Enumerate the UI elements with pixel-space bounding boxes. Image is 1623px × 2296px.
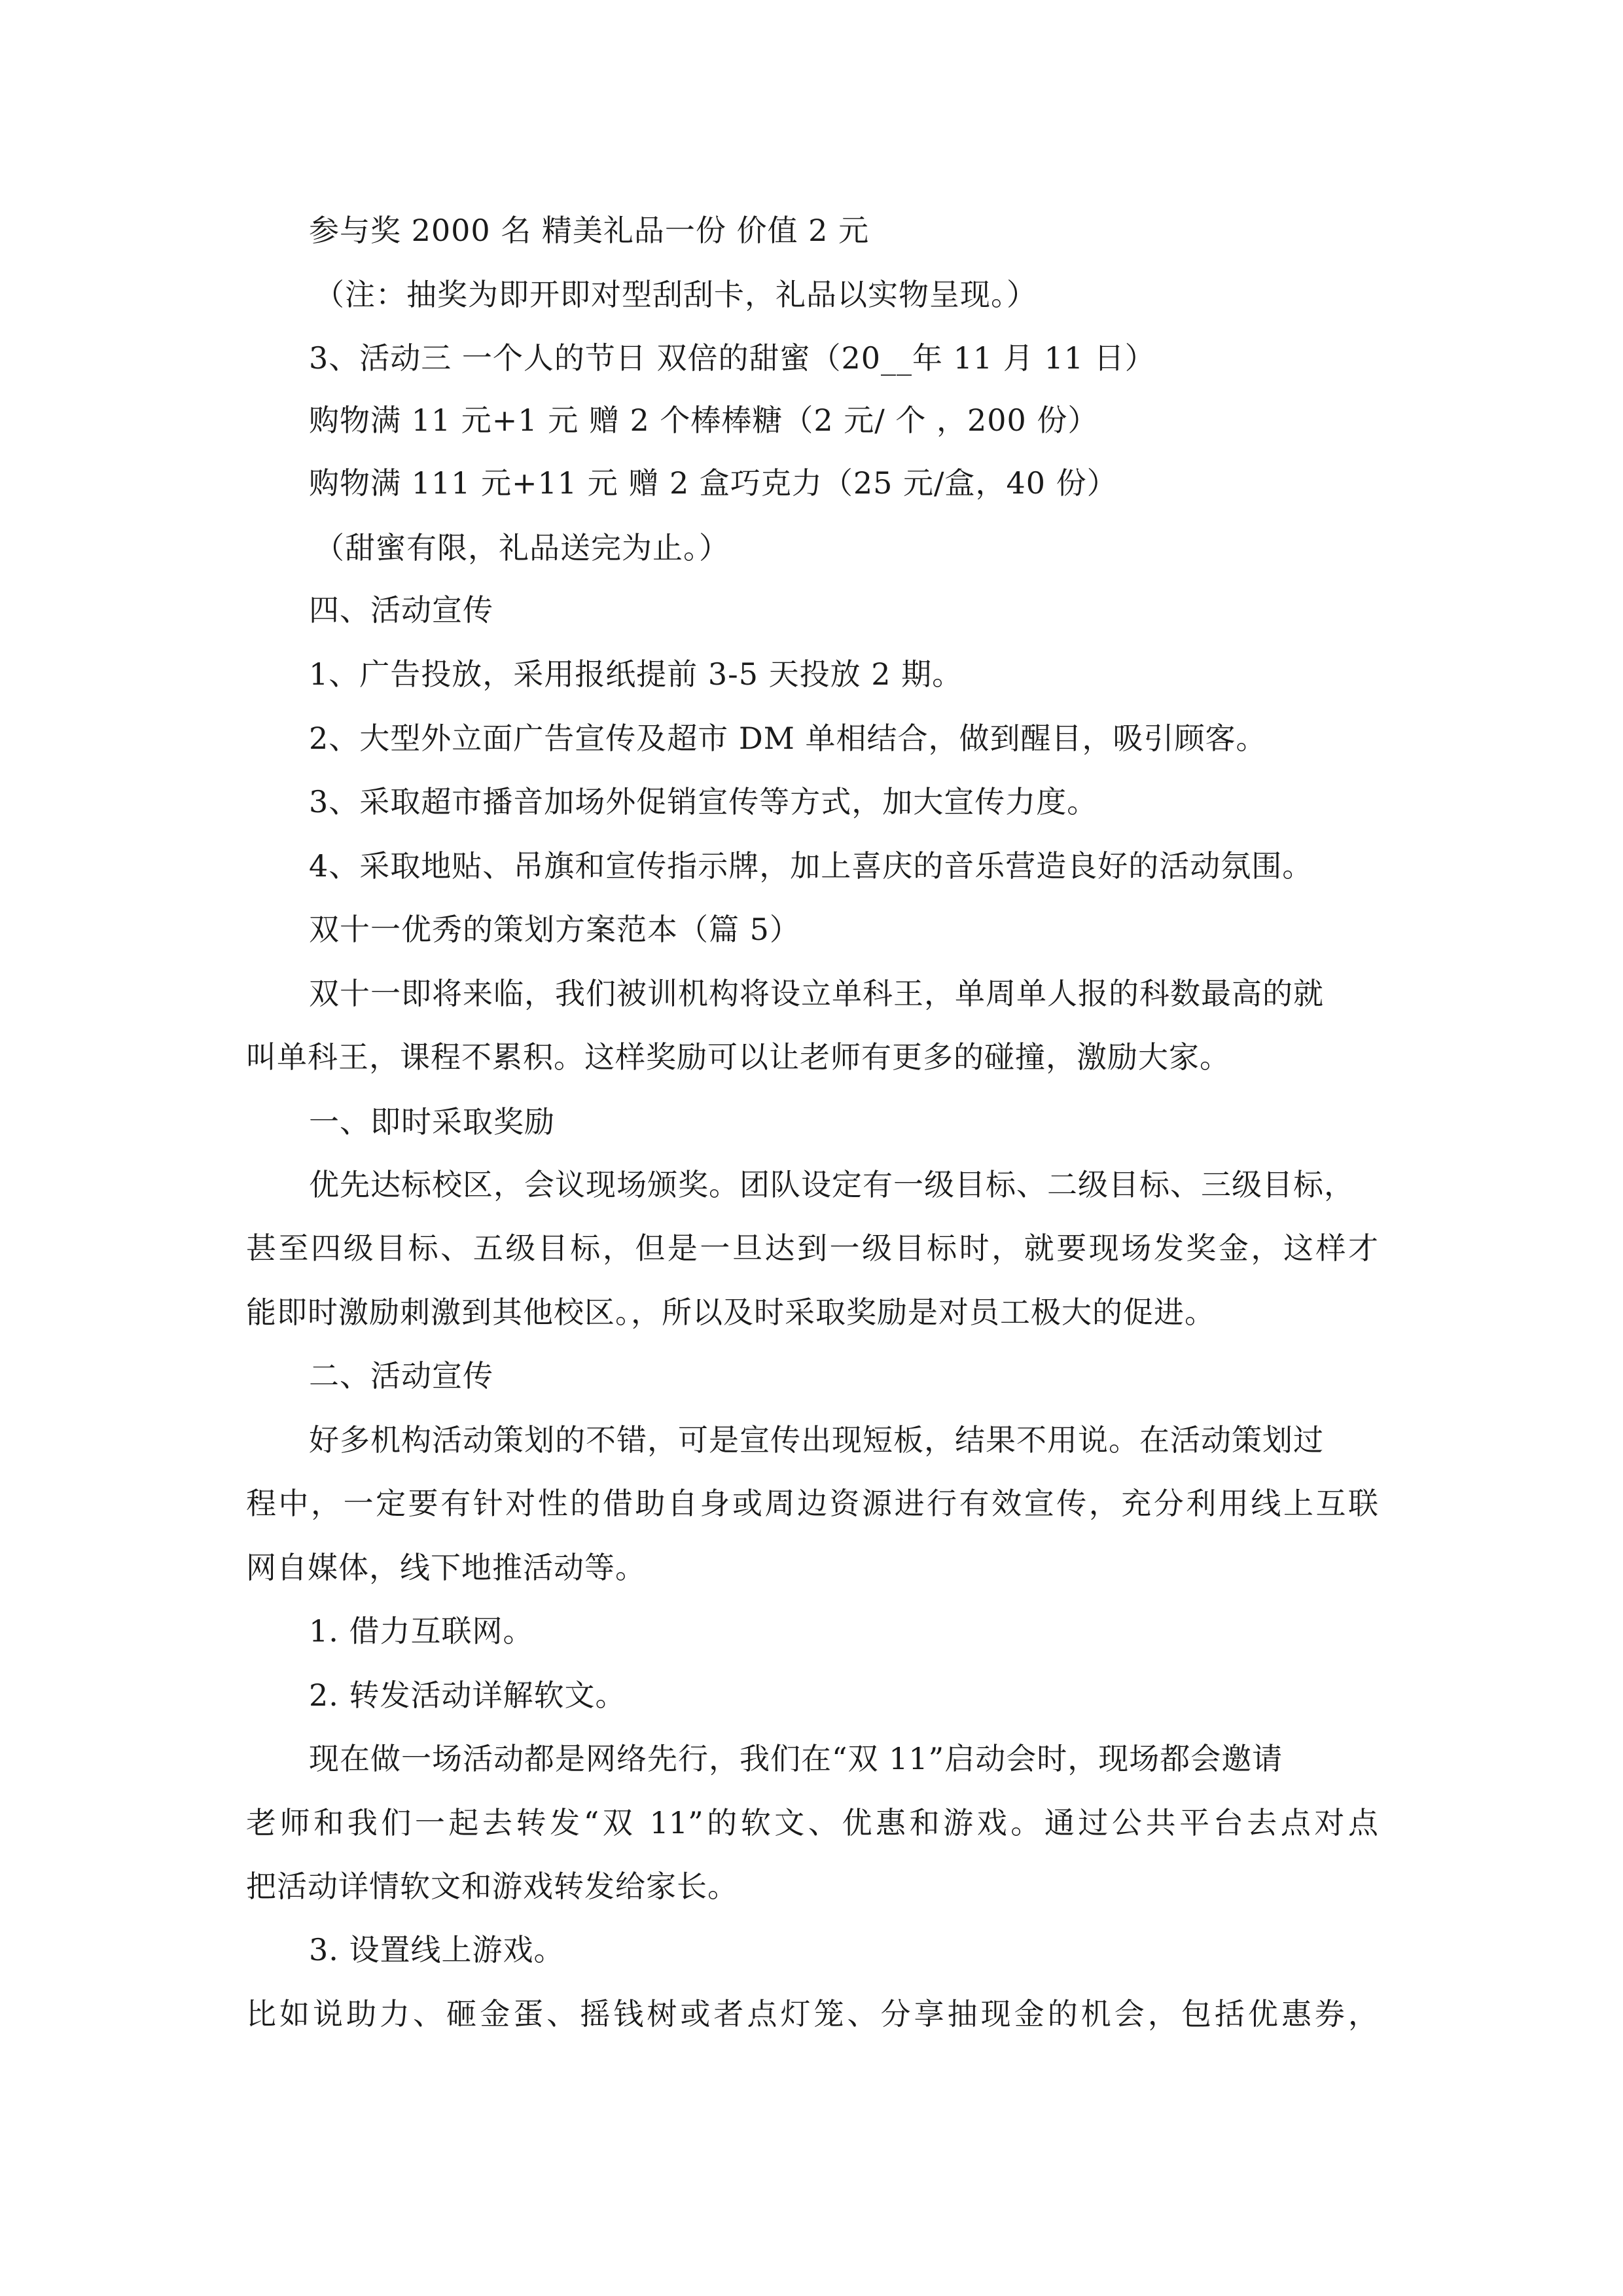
text-line: 3、采取超市播音加场外促销宣传等方式，加大宣传力度。	[309, 784, 1098, 819]
section-heading: 二、活动宣传	[309, 1358, 493, 1393]
text-line: 把活动详情软文和游戏转发给家长。	[246, 1869, 738, 1904]
text-line: 优先达标校区，会议现场颁奖。团队设定有一级目标、二级目标、三级目标，	[309, 1167, 1355, 1202]
section-heading: 一、即时采取奖励	[309, 1104, 555, 1139]
section-heading: 四、活动宣传	[309, 592, 493, 628]
text-line: 老师和我们一起去转发“双 11”的软文、优惠和游戏。通过公共平台去点对点	[246, 1805, 1378, 1840]
text-line: （甜蜜有限，礼品送完为止。）	[314, 530, 730, 565]
article-title: 双十一优秀的策划方案范本（篇 5）	[309, 912, 800, 947]
text-line: （注：抽奖为即开即对型刮刮卡，礼品以实物呈现。）	[314, 277, 1037, 312]
text-line: 3、活动三 一个人的节日 双倍的甜蜜（20__年 11 月 11 日）	[309, 340, 1156, 376]
text-line: 好多机构活动策划的不错，可是宣传出现短板，结果不用说。在活动策划过	[309, 1422, 1324, 1458]
text-line: 1、广告投放，采用报纸提前 3-5 天投放 2 期。	[309, 656, 963, 692]
text-line: 现在做一场活动都是网络先行，我们在“双 11”启动会时，现场都会邀请	[309, 1741, 1283, 1776]
text-line: 网自媒体，线下地推活动等。	[246, 1550, 646, 1585]
list-item: 1. 借力互联网。	[309, 1613, 534, 1649]
list-item: 3. 设置线上游戏。	[309, 1932, 565, 1967]
text-line: 4、采取地贴、吊旗和宣传指示牌，加上喜庆的音乐营造良好的活动氛围。	[309, 848, 1313, 884]
text-line: 购物满 111 元+11 元 赠 2 盒巧克力（25 元/盒，40 份）	[309, 465, 1118, 501]
text-line: 程中，一定要有针对性的借助自身或周边资源进行有效宣传，充分利用线上互联	[246, 1486, 1378, 1521]
list-item: 2. 转发活动详解软文。	[309, 1677, 626, 1713]
text-line: 双十一即将来临，我们被训机构将设立单科王，单周单人报的科数最高的就	[309, 976, 1324, 1011]
text-line: 比如说助力、砸金蛋、摇钱树或者点灯笼、分享抽现金的机会，包括优惠券，	[246, 1996, 1378, 2032]
text-line: 购物满 11 元+1 元 赠 2 个棒棒糖（2 元/ 个 ，200 份）	[309, 403, 1099, 438]
text-line: 2、大型外立面广告宣传及超市 DM 单相结合，做到醒目，吸引顾客。	[309, 721, 1267, 756]
text-line: 能即时激励刺激到其他校区。，所以及时采取奖励是对员工极大的促进。	[246, 1295, 1215, 1330]
text-line: 叫单科王，课程不累积。这样奖励可以让老师有更多的碰撞，激励大家。	[246, 1039, 1230, 1075]
text-line: 甚至四级目标、五级目标，但是一旦达到一级目标时，就要现场发奖金，这样才	[246, 1230, 1378, 1266]
text-line: 参与奖 2000 名 精美礼品一份 价值 2 元	[309, 213, 870, 248]
